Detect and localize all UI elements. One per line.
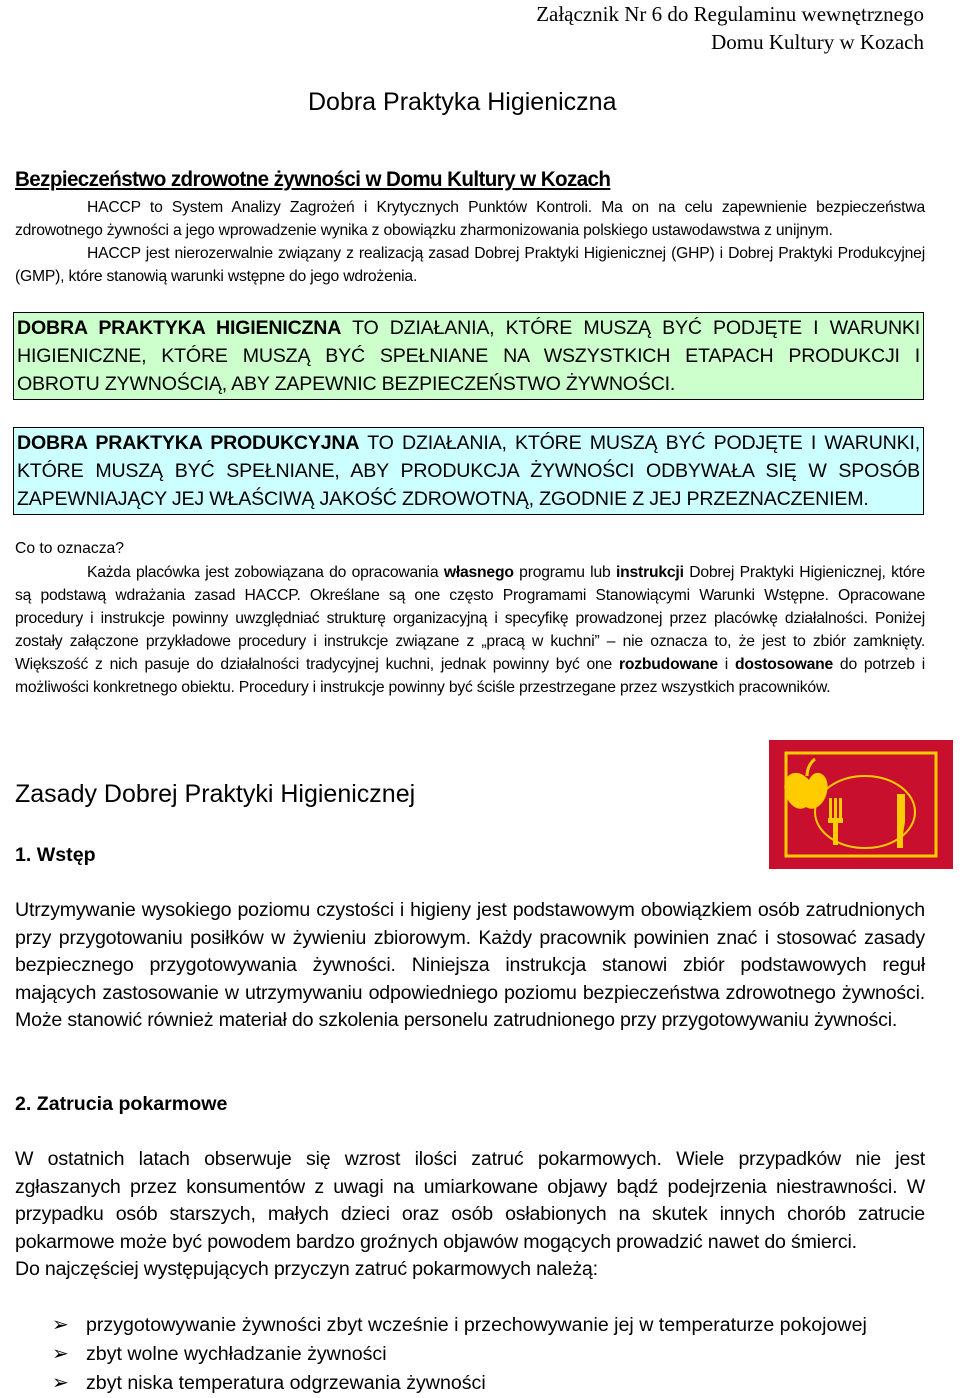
- explain-bold-4: dostosowane: [734, 656, 834, 673]
- question-label: Co to oznacza?: [15, 540, 125, 557]
- explain-text-2: programu lub: [513, 564, 616, 581]
- ghp-definition-box: [13, 312, 924, 400]
- explain-text-5: do potrzeb i możliwości konkretnego obiektu. Procedury i instrukcje powinny być ściśle przestrzegane przez wszystkich pracowników.: [15, 656, 925, 696]
- section-2-paragraph-2: Do najczęściej występujących przyczyn zatruć pokarmowych należą:: [15, 1258, 598, 1280]
- section-1-paragraph: Utrzymywanie wysokiego poziomu czystości i higieny jest podstawowym obowiązkiem osób zatrudnionych przy przygotowaniu posiłków w żywieniu zbiorowym. Każdy pracownik powinien znać i stosować zasady bezpiecznego przygotowywania żywności. Niniejsza instrukcja stanowi zbiór podstawowych reguł mających zastosowanie w utrzymywaniu odpowiedniego poziomu bezpieczeństwa zdrowotnego żywności. Może stanowić również materiał do szkolenia personelu zatrudnionego przy przygotowywaniu żywności.: [15, 899, 925, 1031]
- intro-paragraph-2: HACCP jest nierozerwalnie związany z realizacją zasad Dobrej Praktyki Higienicznej (GHP) i Dobrej Praktyki Produkcyjnej (GMP), które stanowią warunki wstępne do jego wdrożenia.: [15, 245, 925, 285]
- intro-paragraph-1: HACCP to System Analizy Zagrożeń i Krytycznych Punktów Kontroli. Ma on na celu zapewnienie bezpieczeństwa zdrowotnego żywności a jego wprowadzenie wynika z obowiązku zharmonizowania polskiego ustawodawstwa z unijnym.: [15, 199, 925, 239]
- causes-list: [52, 1311, 867, 1398]
- arrow-bullet-icon: ➢: [52, 1343, 69, 1365]
- section-2-heading: 2. Zatrucia pokarmowe: [15, 1093, 228, 1115]
- explain-text-1: Każda placówka jest zobowiązana do opracowania: [87, 564, 444, 581]
- annex-line-1: Załącznik Nr 6 do Regulaminu wewnętrznego: [536, 2, 924, 26]
- annex-header: [536, 0, 924, 56]
- explanation-text: [15, 561, 925, 699]
- annex-line-2: Domu Kultury w Kozach: [711, 30, 924, 54]
- gmp-definition-box: [13, 427, 924, 515]
- section-1-heading: 1. Wstęp: [15, 844, 96, 866]
- section-2-paragraph: W ostatnich latach obserwuje się wzrost ilości zatruć pokarmowych. Wiele przypadków nie jest zgłaszanych przez konsumentów z uwagi na umiarkowane objawy bądź podejrzenia niestrawności. W przypadku osób starszych, małych dzieci oraz osób osłabionych na skutek innych chorób zatrucie pokarmowe może być powodem bardzo groźnych objawów mogących prowadzić nawet do śmierci.: [15, 1148, 925, 1253]
- explain-text-4: i: [717, 656, 735, 673]
- list-item: [52, 1311, 867, 1340]
- ghp-definition: TO DZIAŁANIA, KTÓRE MUSZĄ BYĆ PODJĘTE I WARUNKI HIGIENICZNE, KTÓRE MUSZĄ BYĆ SPEŁNIANE NA WSZYSTKICH ETAPACH PRODUKCJI I OBROTU ZYWNOŚCIĄ, ABY ZAPEWNIC BEZPIECZEŃSTWO ŻYWNOŚCI.: [17, 317, 921, 395]
- explain-bold-3: rozbudowane: [618, 656, 718, 673]
- plate-apple-cutlery-icon: [769, 740, 953, 869]
- section-1-text: [15, 897, 925, 1035]
- list-item-text: zbyt wolne wychładzanie żywności: [86, 1343, 387, 1365]
- arrow-bullet-icon: ➢: [52, 1372, 69, 1394]
- list-item: [52, 1340, 867, 1369]
- page-title: Dobra Praktyka Higieniczna: [308, 88, 617, 116]
- arrow-bullet-icon: ➢: [52, 1314, 69, 1336]
- explain-text-3: Dobrej Praktyki Higienicznej, które są podstawą wdrażania zasad HACCP. Określane są one często Programami Stanowiącymi Warunki Wstępne. Opracowane procedury i instrukcje powinny uwzględniać strukturę organizacyjną i specyfikę prowadzonej przez placówkę działalności. Poniżej zostały załączone przykładowe procedury i instrukcje związane z „pracą w kuchni” – nie oznacza to, że jest to zbiór zamknięty. Większość z nich pasuje do działalności tradycyjnej kuchni, jednak powinny być one: [15, 564, 925, 673]
- intro-text: [15, 196, 925, 288]
- explain-bold-2: instrukcji: [615, 564, 684, 581]
- gmp-term: DOBRA PRAKTYKA PRODUKCYJNA: [17, 432, 360, 454]
- section-title: Bezpieczeństwo zdrowotne żywności w Domu Kultury w Kozach: [15, 168, 611, 191]
- section-2-text: [15, 1146, 925, 1284]
- explanation-paragraph: [15, 561, 925, 699]
- rules-heading: Zasady Dobrej Praktyki Higienicznej: [15, 780, 416, 808]
- ghp-term: DOBRA PRAKTYKA HIGIENICZNA: [17, 317, 342, 339]
- list-item: [52, 1369, 867, 1398]
- list-item-text: przygotowywanie żywności zbyt wcześnie i przechowywanie jej w temperaturze pokojowej: [86, 1314, 867, 1336]
- list-item-text: zbyt niska temperatura odgrzewania żywności: [86, 1372, 486, 1394]
- gmp-definition: TO DZIAŁANIA, KTÓRE MUSZĄ BYĆ PODJĘTE I WARUNKI, KTÓRE MUSZĄ BYĆ SPEŁNIANE, ABY PRODUKCJA ŻYWNOŚCI ODBYWAŁA SIĘ W SPOSÓB ZAPEWNIAJĄCY JEJ WŁAŚCIWĄ JAKOŚĆ ZDROWOTNĄ, ZGODNIE Z JEJ PRZEZNACZENIEM.: [17, 432, 920, 510]
- explain-bold-1: własnego: [443, 564, 514, 581]
